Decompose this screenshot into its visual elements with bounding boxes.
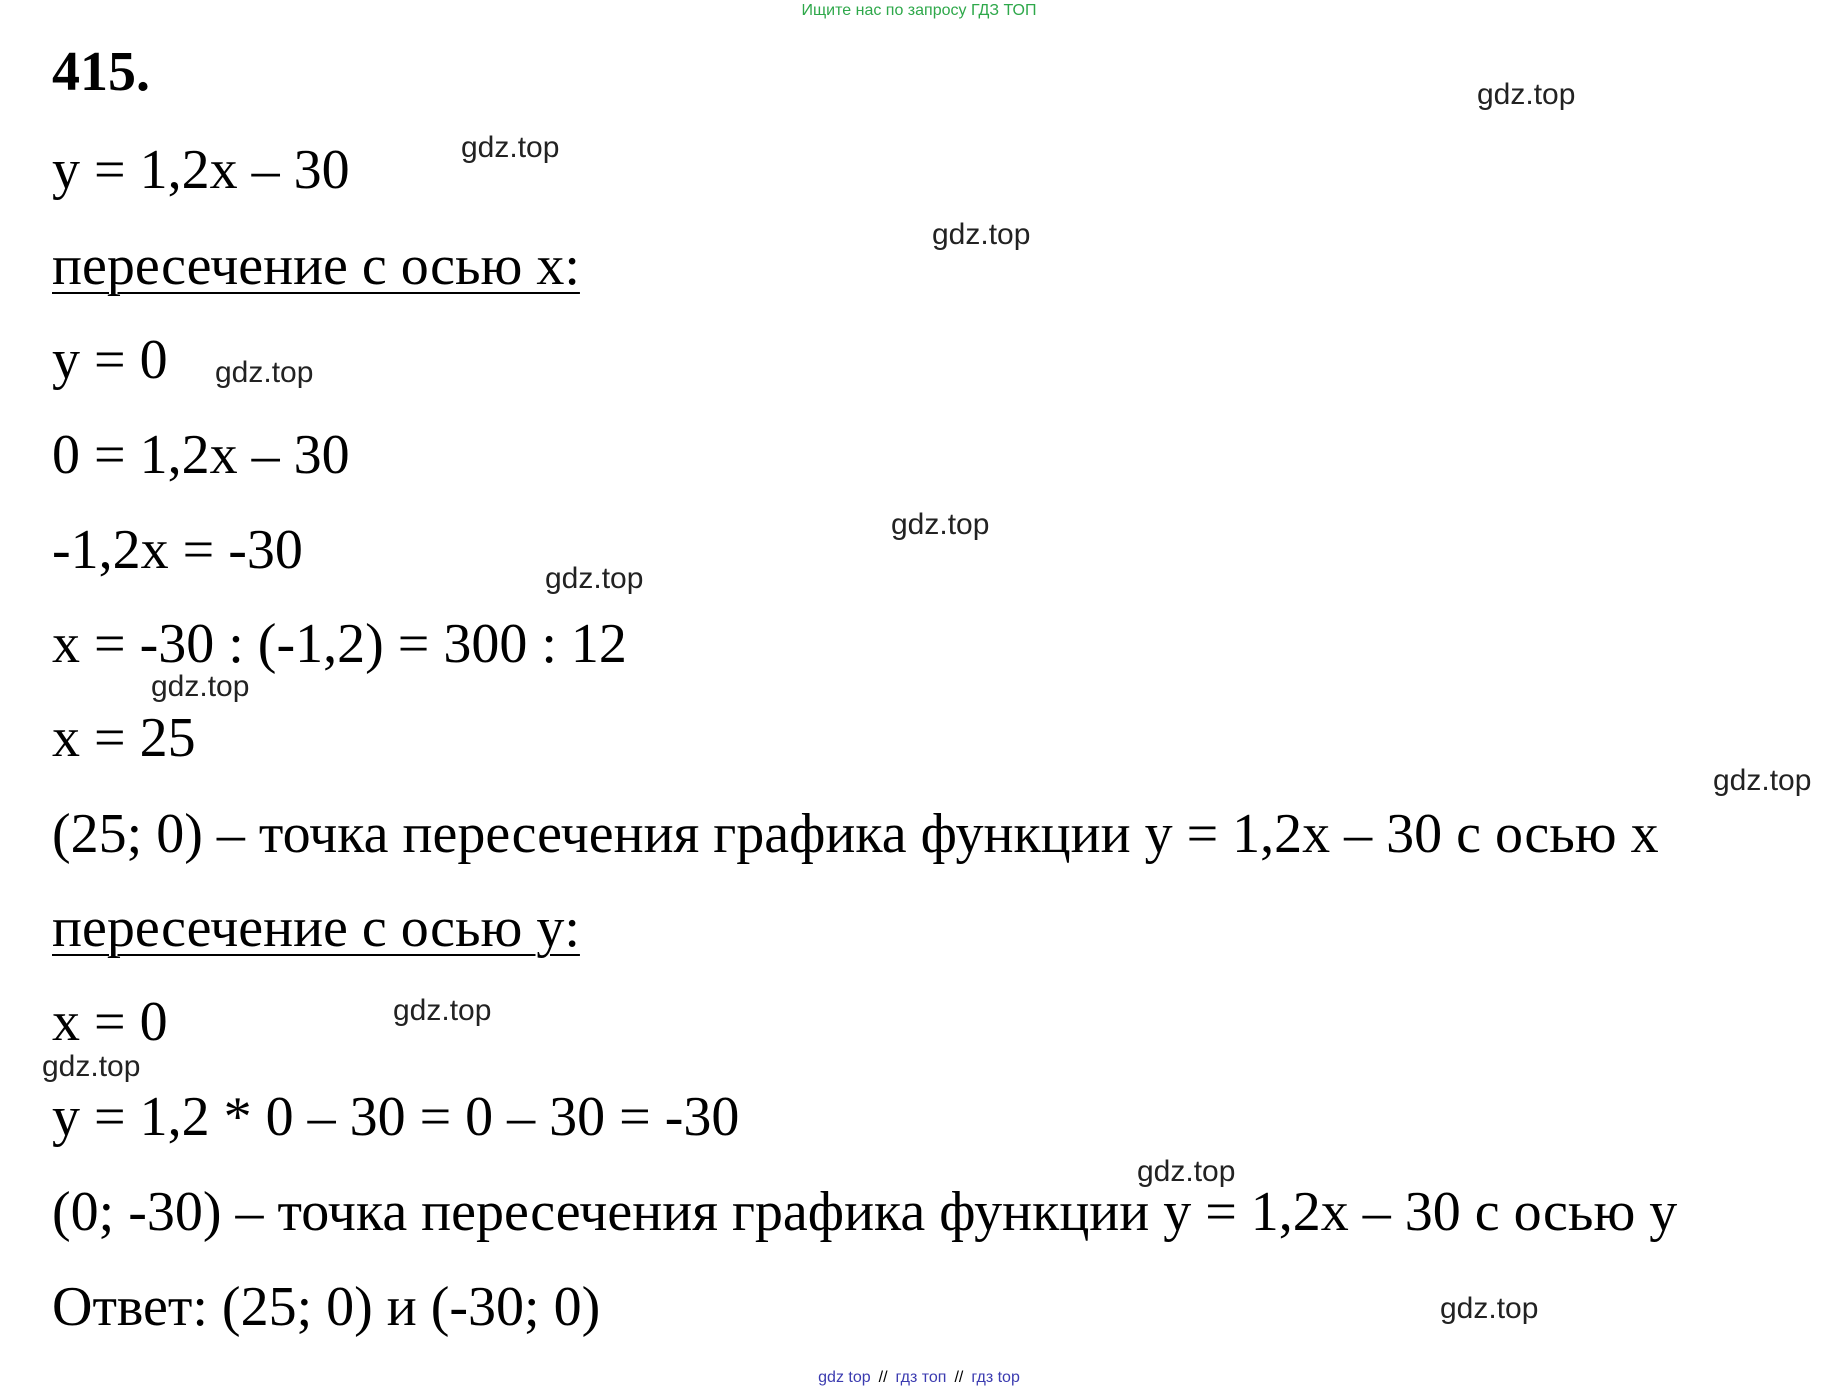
equation-line: -1,2x = -30 xyxy=(52,519,303,581)
footer-separator: // xyxy=(954,1369,964,1386)
equation-line: y = 0 xyxy=(52,329,168,391)
watermark: gdz.top xyxy=(1440,1292,1539,1325)
equation-line: x = 0 xyxy=(52,991,168,1053)
watermark: gdz.top xyxy=(1713,764,1812,797)
answer-line: Ответ: (25; 0) и (-30; 0) xyxy=(52,1276,601,1338)
equation-line: y = 1,2x – 30 xyxy=(52,139,350,201)
section-heading-x-axis: пересечение с осью x: xyxy=(52,235,580,297)
footer-link-gdz-top-mixed[interactable]: гдз top xyxy=(971,1369,1020,1386)
watermark: gdz.top xyxy=(932,218,1031,251)
result-line: (25; 0) – точка пересечения графика функции y = 1,2x – 30 с осью x xyxy=(52,803,1659,865)
footer-link-gdz-top-ru[interactable]: гдз топ xyxy=(895,1369,947,1386)
footer-links xyxy=(0,1369,1838,1387)
watermark: gdz.top xyxy=(151,670,250,703)
equation-line: x = -30 : (-1,2) = 300 : 12 xyxy=(52,613,627,675)
watermark: gdz.top xyxy=(891,508,990,541)
watermark: gdz.top xyxy=(1477,78,1576,111)
equation-line: y = 1,2 * 0 – 30 = 0 – 30 = -30 xyxy=(52,1086,740,1148)
equation-line: 0 = 1,2x – 30 xyxy=(52,424,350,486)
equation-line: x = 25 xyxy=(52,707,196,769)
watermark: gdz.top xyxy=(461,131,560,164)
result-line: (0; -30) – точка пересечения графика функции y = 1,2x – 30 с осью y xyxy=(52,1181,1678,1243)
footer-separator: // xyxy=(878,1369,888,1386)
watermark: gdz.top xyxy=(545,562,644,595)
watermark: gdz.top xyxy=(393,994,492,1027)
watermark: gdz.top xyxy=(215,356,314,389)
footer-link-gdz-top[interactable]: gdz top xyxy=(818,1369,871,1386)
watermark: gdz.top xyxy=(1137,1155,1236,1188)
watermark: gdz.top xyxy=(42,1050,141,1083)
problem-number: 415. xyxy=(52,41,150,103)
top-banner: Ищите нас по запросу ГДЗ ТОП xyxy=(801,2,1037,19)
section-heading-y-axis: пересечение с осью y: xyxy=(52,897,580,959)
